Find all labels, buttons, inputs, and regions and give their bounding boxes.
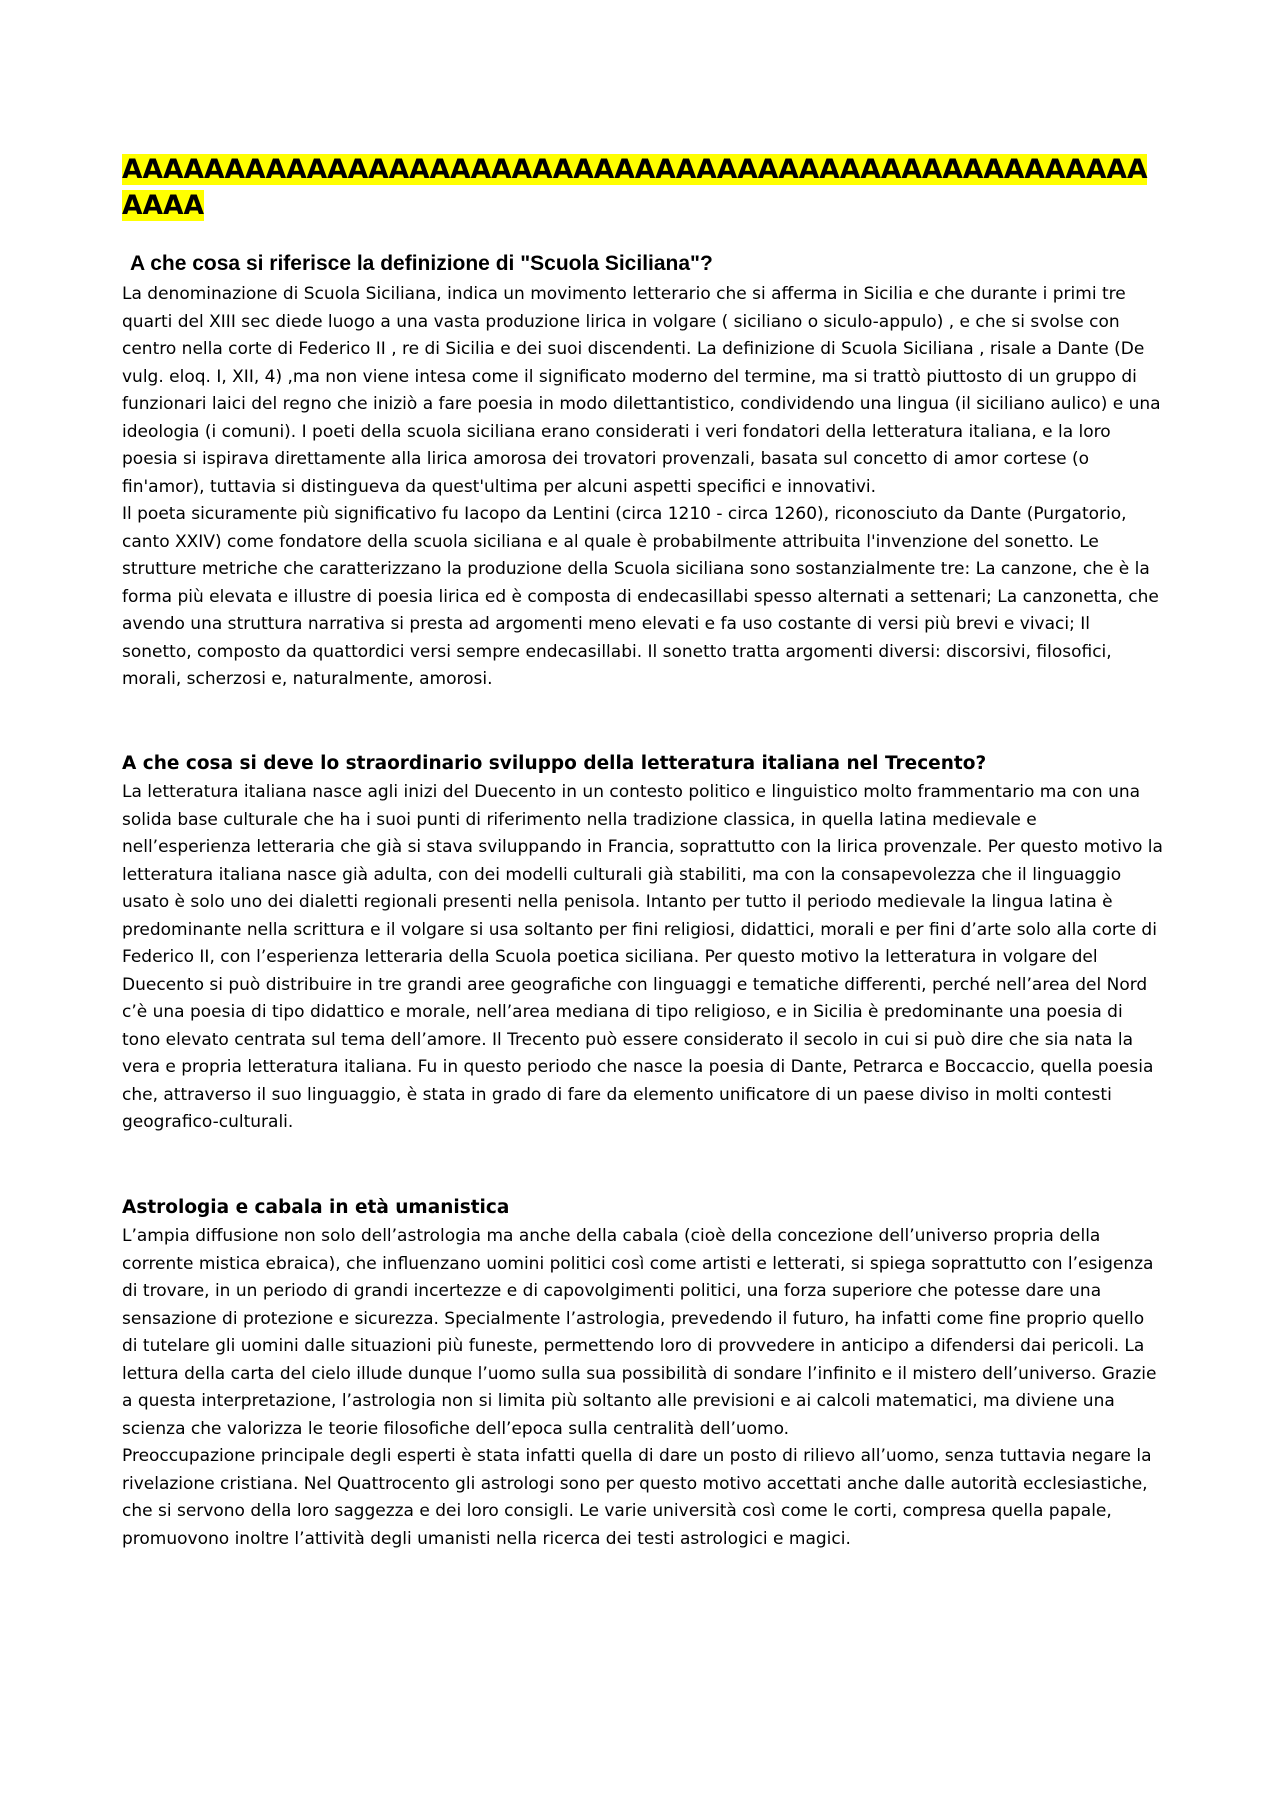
paragraph: Preoccupazione principale degli esperti è stata infatti quella di dare un posto di rilievo all’uomo, senza tuttavia negare la rivelazione cristiana. Nel Quattrocento gli astrologi sono per questo motivo accettati anche dalle autorità ecclesiastiche, che si servono della loro saggezza e dei loro consigli. Le varie università così come le corti, compresa quella papale, promuovono inoltre l’attività degli umanisti nella ricerca dei testi astrologici e magici.: [122, 1446, 1152, 1549]
paragraph: L’ampia diffusione non solo dell’astrologia ma anche della cabala (cioè della concezione dell’universo propria della corrente mistica ebraica), che influenzano uomini politici così come artisti e letterati, si spiega soprattutto con l’esigenza di trovare, in un periodo di grandi incertezze e di capovolgimenti politici, una forza superiore che potesse dare una sensazione di protezione e sicurezza. Specialmente l’astrologia, prevedendo il futuro, ha infatti come fine proprio quello di tutelare gli uomini dalle situazioni più funeste, permettendo loro di provvedere in anticipo a difendersi dai pericoli. La lettura della carta del cielo illude dunque l’uomo sulla sua possibilità di sondare l’infinito e il mistero dell’universo. Grazie a questa interpretazione, l’astrologia non si limita più soltanto alle previsioni e ai calcoli matematici, ma diviene una scienza che valorizza le teorie filosofiche dell’epoca sulla centralità dell’uomo.: [122, 1226, 1157, 1439]
section-body-astrologia: [122, 1223, 1164, 1553]
paragraph: La denominazione di Scuola Siciliana, indica un movimento letterario che si afferma in Sicilia e che durante i primi tre quarti del XIII sec diede luogo a una vasta produzione lirica in volgare ( siciliano o siculo-appulo) , e che si svolse con centro nella corte di Federico II , re di Sicilia e dei suoi discendenti. La definizione di Scuola Siciliana , risale a Dante (De vulg. eloq. I, XII, 4) ,ma non viene intesa come il significato moderno del termine, ma si trattò piuttosto di un gruppo di funzionari laici del regno che iniziò a fare poesia in modo dilettantistico, condividendo una lingua (il siciliano aulico) e una ideologia (i comuni). I poeti della scuola siciliana erano considerati i veri fondatori della letteratura italiana, e la loro poesia si ispirava direttamente alla lirica amorosa dei trovatori provenzali, basata sul concetto di amor cortese (o fin'amor), tuttavia si distingueva da quest'ultima per alcuni aspetti specifici e innovativi.: [122, 284, 1161, 497]
highlighted-banner: [122, 152, 1162, 224]
section-title-astrologia: Astrologia e cabala in età umanistica: [122, 1197, 510, 1218]
paragraph: Il poeta sicuramente più significativo fu Iacopo da Lentini (circa 1210 - circa 1260), riconosciuto da Dante (Purgatorio, canto XXIV) come fondatore della scuola siciliana e al quale è probabilmente attribuita l'invenzione del sonetto. Le strutture metriche che caratterizzano la produzione della Scuola siciliana sono sostanzialmente tre: La canzone, che è la forma più elevata e illustre di poesia lirica ed è composta di endecasillabi spesso alternati a settenari; La canzonetta, che avendo una struttura narrativa si presta ad argomenti meno elevati e fa uso costante di versi più brevi e vivaci; Il sonetto, composto da quattordici versi sempre endecasillabi. Il sonetto tratta argomenti diversi: discorsivi, filosofici, morali, scherzosi e, naturalmente, amorosi.: [122, 504, 1159, 689]
banner-text: AAAAAAAAAAAAAAAAAAAAAAAAAAAAAAAAAAAAAAAAAAAAAAAAAAAAAA: [122, 154, 1148, 221]
section-title-scuola-siciliana: A che cosa si riferisce la definizione di "Scuola Siciliana"?: [130, 252, 713, 275]
section-title-trecento: A che cosa si deve lo straordinario sviluppo della letteratura italiana nel Trecento?: [122, 753, 987, 774]
section-body-scuola-siciliana: [122, 281, 1164, 694]
paragraph: La letteratura italiana nasce agli inizi del Duecento in un contesto politico e linguistico molto frammentario ma con una solida base culturale che ha i suoi punti di riferimento nella tradizione classica, in quella latina medievale e nell’esperienza letteraria che già si stava sviluppando in Francia, soprattutto con la lirica provenzale. Per questo motivo la letteratura italiana nasce già adulta, con dei modelli culturali già stabiliti, ma con la consapevolezza che il linguaggio usato è solo uno dei dialetti regionali presenti nella penisola. Intanto per tutto il periodo medievale la lingua latina è predominante nella scrittura e il volgare si usa soltanto per fini religiosi, didattici, morali e per fini d’arte solo alla corte di Federico II, con l’esperienza letteraria della Scuola poetica siciliana. Per questo motivo la letteratura in volgare del Duecento si può distribuire in tre grandi aree geografiche con linguaggi e tematiche differenti, perché nell’area del Nord c’è una poesia di tipo didattico e morale, nell’area mediana di tipo religioso, e in Sicilia è predominante una poesia di tono elevato centrata sul tema dell’amore. Il Trecento può essere considerato il secolo in cui si può dire che sia nata la vera e propria letteratura italiana. Fu in questo periodo che nasce la poesia di Dante, Petrarca e Boccaccio, quella poesia che, attraverso il suo linguaggio, è stata in grado di fare da elemento unificatore di un paese diviso in molti contesti geografico-culturali.: [122, 782, 1163, 1132]
section-body-trecento: [122, 779, 1164, 1137]
